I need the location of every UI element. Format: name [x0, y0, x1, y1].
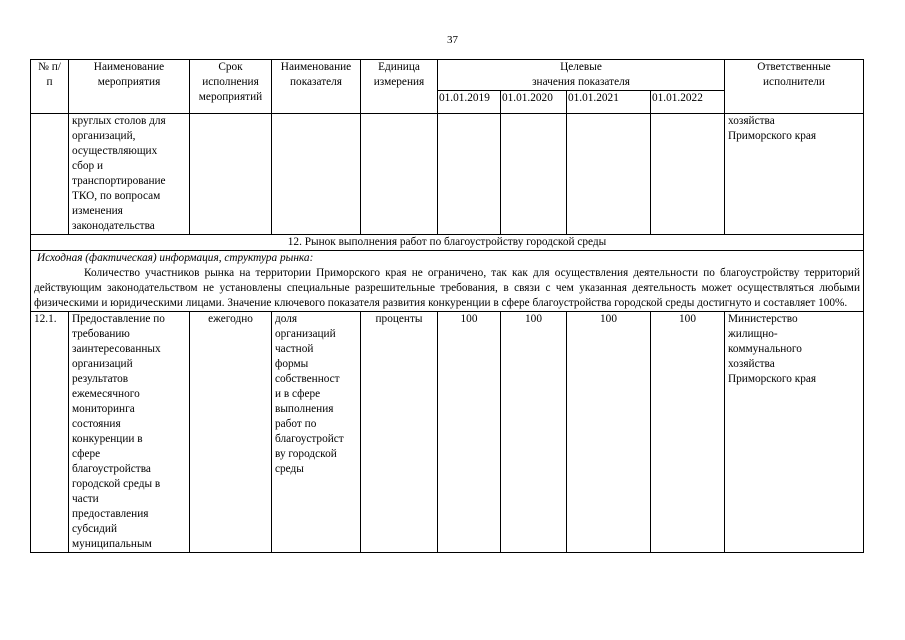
info-heading: Исходная (фактическая) информация, структура рынка:: [37, 252, 314, 264]
measures-table: [30, 59, 864, 553]
cell-number: 12.1.: [31, 312, 69, 553]
cell-indicator: доля организаций частной формы собственност и в сфере выполнения работ по благоустройст ву городской среды: [272, 312, 361, 553]
header-row: [31, 60, 864, 91]
cell-number: [31, 114, 69, 235]
header-target-values: Целевые значения показателя: [438, 60, 725, 91]
cell-value: 100: [438, 312, 501, 553]
cell-value: [567, 114, 651, 235]
cell-value: [501, 114, 567, 235]
section-title: 12. Рынок выполнения работ по благоустройству городской среды: [31, 235, 864, 251]
section-title-row: [31, 235, 864, 251]
section-info: [31, 251, 864, 312]
cell-value: 100: [651, 312, 725, 553]
header-number: № п/ п: [31, 60, 69, 114]
cell-indicator: [272, 114, 361, 235]
header-date: 01.01.2020: [501, 91, 567, 114]
header-date: 01.01.2021: [567, 91, 651, 114]
cell-measure-name: Предоставление по требованию заинтересованных организаций результатов ежемесячного мониторинга состояния конкуренции в сфере благоустройства городской среды в части предоставления субсидий муниципальным: [69, 312, 190, 553]
header-indicator: Наименование показателя: [272, 60, 361, 114]
table-row: [31, 312, 864, 553]
section-info-row: [31, 251, 864, 312]
cell-term: ежегодно: [190, 312, 272, 553]
header-date: 01.01.2022: [651, 91, 725, 114]
cell-measure-name: круглых столов для организаций, осуществляющих сбор и транспортирование ТКО, по вопросам изменения законодательства: [69, 114, 190, 235]
cell-value: [438, 114, 501, 235]
cell-responsible: хозяйства Приморского края: [725, 114, 864, 235]
header-measure-name: Наименование мероприятия: [69, 60, 190, 114]
cell-unit: проценты: [361, 312, 438, 553]
header-unit: Единица измерения: [361, 60, 438, 114]
header-term: Срок исполнения мероприятий: [190, 60, 272, 114]
cell-value: 100: [501, 312, 567, 553]
header-date: 01.01.2019: [438, 91, 501, 114]
cell-responsible: Министерство жилищно- коммунального хозяйства Приморского края: [725, 312, 864, 553]
page-number: 37: [447, 34, 458, 46]
cell-value: [651, 114, 725, 235]
cell-unit: [361, 114, 438, 235]
info-text: Количество участников рынка на территории Приморского края не ограничено, так как для осуществления деятельности по благоустройству территорий действующим законодательством не установлены специальные разрешительные требования, в связи с чем указанная деятельность может осуществляться любыми физическими и юридическими лицами. Значение ключевого показателя развития конкуренции в сфере благоустройства городской среды достигнуто и составляет 100%.: [34, 267, 860, 309]
cell-term: [190, 114, 272, 235]
table-row: [31, 114, 864, 235]
header-responsible: Ответственные исполнители: [725, 60, 864, 114]
cell-value: 100: [567, 312, 651, 553]
